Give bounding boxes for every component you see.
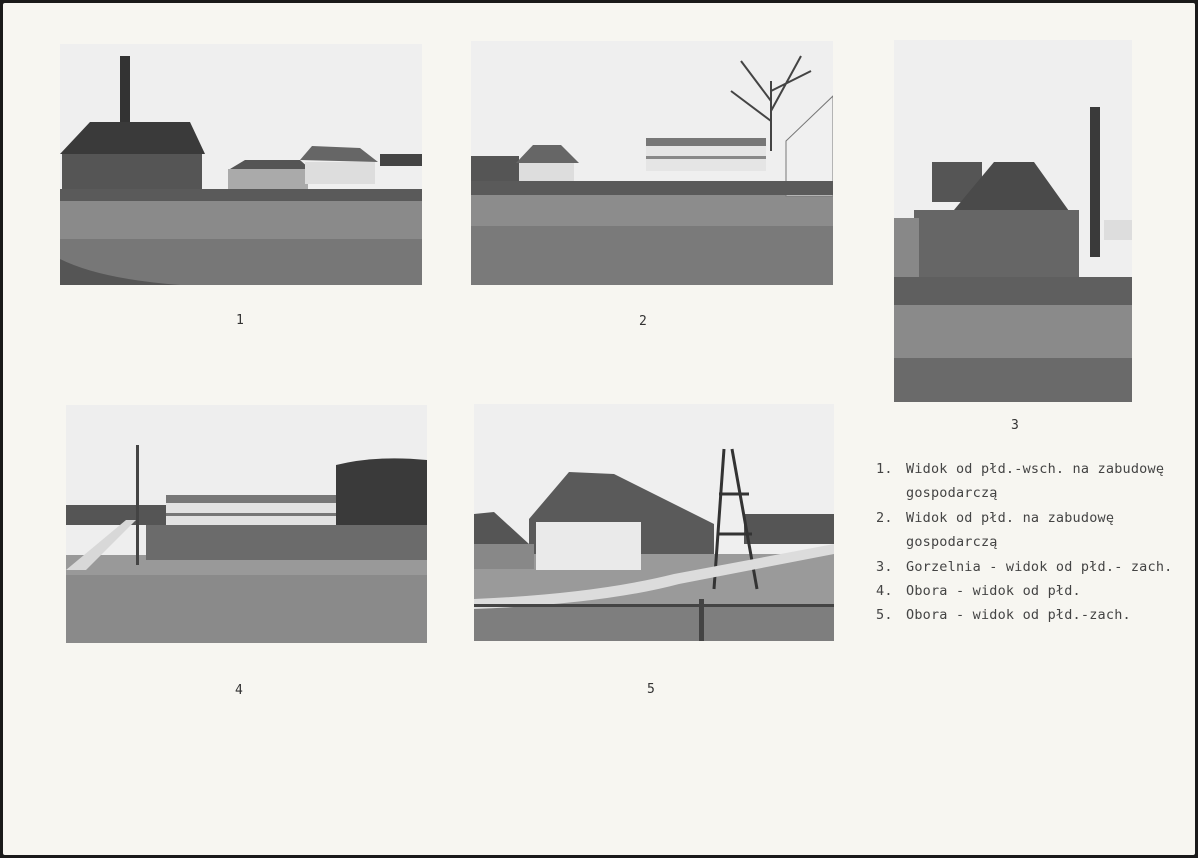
photo-1 [60, 44, 422, 285]
photo-5-number: 5 [647, 682, 655, 697]
caption-4-text: Obora - widok od płd. [906, 583, 1081, 600]
photo-2-number: 2 [639, 314, 647, 329]
photo-4-number: 4 [235, 683, 243, 698]
photo-3-number: 3 [1011, 418, 1019, 433]
caption-1 [876, 457, 1192, 506]
photo-4 [66, 405, 427, 643]
photo-3 [894, 40, 1132, 402]
caption-5 [876, 603, 1192, 627]
caption-3-number: 3. [876, 558, 893, 575]
caption-2-number: 2. [876, 509, 893, 526]
caption-3-text: Gorzelnia - widok od płd.- zach. [906, 558, 1173, 575]
caption-3 [876, 555, 1192, 579]
caption-4 [876, 579, 1192, 603]
photo-1-number: 1 [236, 313, 244, 328]
photo-2 [471, 41, 833, 285]
caption-2-text: Widok od płd. na zabudowę gospodarczą [906, 509, 1123, 551]
photo-5 [474, 404, 834, 641]
caption-5-number: 5. [876, 607, 893, 624]
caption-2 [876, 506, 1192, 555]
caption-1-text: Widok od płd.-wsch. na zabudowę gospodarczą [906, 461, 1173, 502]
caption-1-number: 1. [876, 461, 893, 477]
caption-list [876, 457, 1192, 628]
caption-4-number: 4. [876, 583, 893, 600]
caption-5-text: Obora - widok od płd.-zach. [906, 607, 1131, 624]
